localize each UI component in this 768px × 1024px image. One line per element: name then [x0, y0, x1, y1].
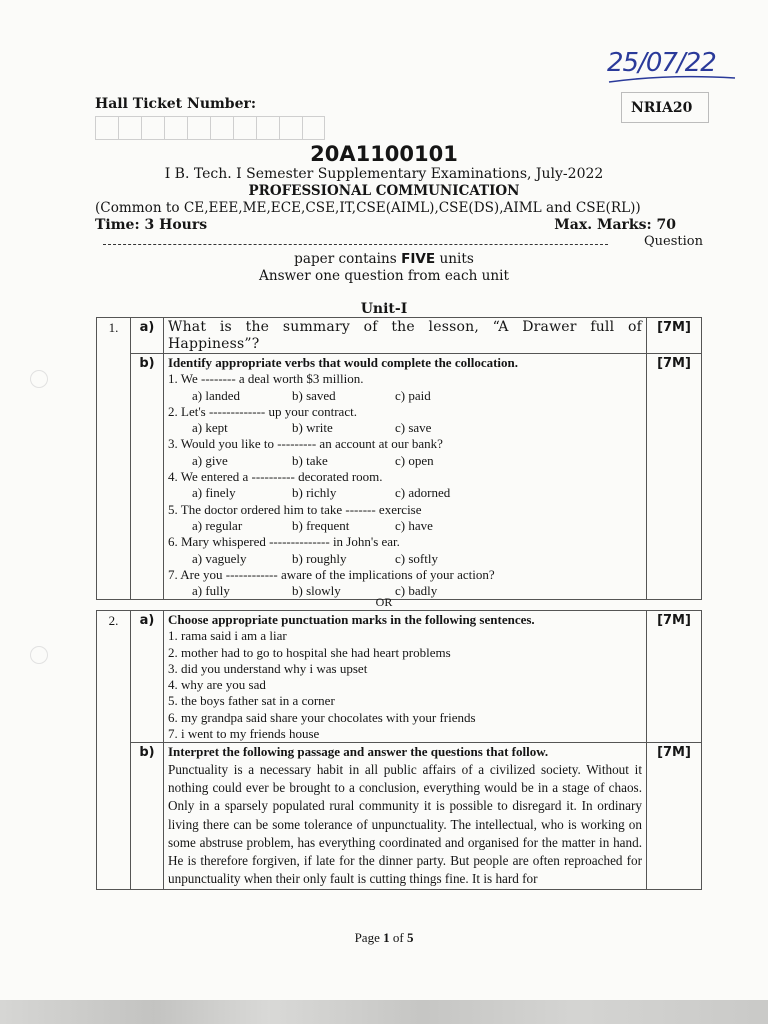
question-2-table — [96, 610, 702, 890]
collocation-question: 7. Are you ------------ aware of the implications of your action? — [168, 566, 495, 582]
ticket-box — [210, 116, 233, 140]
instruction-units — [0, 251, 768, 267]
instruction-text: units — [439, 251, 474, 267]
option: b) slowly — [292, 583, 341, 599]
question-text — [164, 354, 647, 600]
subject-code: 20A1100101 — [310, 142, 458, 166]
dash-word: Question — [644, 234, 703, 248]
option: a) vaguely — [192, 550, 247, 566]
ticket-box — [302, 116, 325, 140]
ticket-box — [187, 116, 210, 140]
punctuation-sentence: 2. mother had to go to hospital she had heart problems — [168, 644, 451, 660]
option-row — [168, 485, 642, 501]
option: c) open — [395, 452, 434, 468]
option: b) richly — [292, 485, 337, 501]
collocation-question: 6. Mary whispered -------------- in John's ear. — [168, 534, 400, 550]
option: a) fully — [192, 583, 230, 599]
handwritten-date: 25/07/22 — [607, 48, 747, 88]
option-row — [168, 453, 642, 469]
q2b-passage: Punctuality is a necessary habit in all public affairs of a civilized society. Without it nothing could ever be brought to a conclusion, everything would be in a stage of chaos. Only in a sparsely populated rural community it is possible to disregard it. In ordinary living there can be some tolerance of unpunctuality. The intellectual, who is working on some abstruse problem, has everything coordinated and organised for the matter in hand. He is therefore forgiven, if late for the dinner party. But people are often reproached for unpunctuality when their only fault is cutting things fine. It is hard for — [168, 761, 642, 887]
question-text — [164, 318, 647, 354]
q1a-line2: Happiness”? — [168, 336, 260, 352]
option: b) frequent — [292, 517, 350, 533]
dashed-separator — [103, 234, 703, 248]
max-marks: Max. Marks: 70 — [554, 217, 676, 233]
question-1-table — [96, 317, 702, 600]
marks: [7M] — [647, 743, 702, 889]
option: a) give — [192, 452, 228, 468]
table-row — [97, 318, 702, 354]
q2a-heading: Choose appropriate punctuation marks in the following sentences. — [168, 612, 535, 627]
q2a-items — [168, 628, 642, 742]
table-row — [97, 354, 702, 600]
collocation-question: 1. We -------- a deal worth $3 million. — [168, 371, 364, 387]
sub-label: a) — [131, 611, 164, 743]
exam-time: Time: 3 Hours — [95, 217, 208, 233]
collocation-question: 4. We entered a ---------- decorated room. — [168, 469, 383, 485]
punch-hole-mark — [30, 646, 48, 664]
ticket-box — [164, 116, 187, 140]
option-row — [168, 518, 642, 534]
table-row — [97, 743, 702, 889]
ticket-box — [256, 116, 279, 140]
scan-edge-strip — [0, 1000, 768, 1024]
option: b) roughly — [292, 550, 347, 566]
option: c) paid — [395, 387, 431, 403]
marks: [7M] — [647, 318, 702, 354]
ticket-box — [141, 116, 164, 140]
ticket-box — [95, 116, 118, 140]
collocation-question: 5. The doctor ordered him to take ------- exercise — [168, 501, 422, 517]
option: a) regular — [192, 517, 243, 533]
or-separator: OR — [375, 595, 393, 609]
punctuation-sentence: 7. i went to my friends house — [168, 726, 320, 742]
option: a) landed — [192, 387, 241, 403]
punctuation-sentence: 3. did you understand why i was upset — [168, 660, 368, 676]
q2b-heading: Interpret the following passage and answer the questions that follow. — [168, 744, 549, 760]
option: c) adorned — [395, 485, 451, 501]
option: a) kept — [192, 420, 228, 436]
question-number: 1. — [97, 318, 131, 600]
option: b) take — [292, 452, 328, 468]
punch-hole-mark — [30, 370, 48, 388]
marks: [7M] — [647, 354, 702, 600]
paper-code-box: NRIA20 — [621, 92, 709, 123]
q1a-line1: What is the summary of the lesson, “A Drawer full of — [168, 319, 642, 335]
hall-ticket-boxes — [95, 116, 325, 140]
marks: [7M] — [647, 611, 702, 743]
question-text — [164, 743, 647, 889]
unit-title: Unit-I — [360, 301, 408, 317]
ticket-box — [279, 116, 302, 140]
option: c) badly — [395, 583, 438, 599]
option: b) saved — [292, 387, 336, 403]
table-row — [97, 611, 702, 743]
page-total: 5 — [406, 930, 414, 945]
option: c) save — [395, 420, 432, 436]
ticket-box — [233, 116, 256, 140]
option: c) have — [395, 517, 433, 533]
option: c) softly — [395, 550, 438, 566]
hall-ticket-label: Hall Ticket Number: — [95, 96, 257, 112]
date-underline — [607, 48, 747, 88]
ticket-box — [118, 116, 141, 140]
instruction-bold: FIVE — [401, 251, 436, 267]
page-number: 1 — [383, 930, 390, 945]
q1b-items — [168, 371, 642, 599]
q1b-heading: Identify appropriate verbs that would complete the collocation. — [168, 355, 519, 370]
instruction-text: paper contains — [294, 251, 397, 267]
option-row — [168, 420, 642, 436]
sub-label: b) — [131, 354, 164, 600]
question-text — [164, 611, 647, 743]
page-word: Page — [354, 930, 380, 945]
page-footer — [0, 930, 768, 946]
punctuation-sentence: 1. rama said i am a liar — [168, 628, 287, 644]
question-number: 2. — [97, 611, 131, 890]
option-row — [168, 388, 642, 404]
page-of: of — [392, 930, 404, 945]
collocation-question: 2. Let's ------------- up your contract. — [168, 403, 357, 419]
common-to: (Common to CE,EEE,ME,ECE,CSE,IT,CSE(AIML),CSE(DS),AIML and CSE(RL)) — [95, 200, 641, 216]
punctuation-sentence: 6. my grandpa said share your chocolates with your friends — [168, 709, 476, 725]
option: a) finely — [192, 485, 236, 501]
option: b) write — [292, 420, 333, 436]
punctuation-sentence: 4. why are you sad — [168, 677, 266, 693]
dash-line — [103, 235, 608, 245]
punctuation-sentence: 5. the boys father sat in a corner — [168, 693, 335, 709]
option-row — [168, 551, 642, 567]
exam-title: I B. Tech. I Semester Supplementary Examinations, July-2022 — [164, 166, 604, 182]
collocation-question: 3. Would you like to --------- an account at our bank? — [168, 436, 443, 452]
sub-label: b) — [131, 743, 164, 889]
instruction-answer: Answer one question from each unit — [259, 268, 509, 284]
subject-name: PROFESSIONAL COMMUNICATION — [248, 183, 520, 199]
sub-label: a) — [131, 318, 164, 354]
